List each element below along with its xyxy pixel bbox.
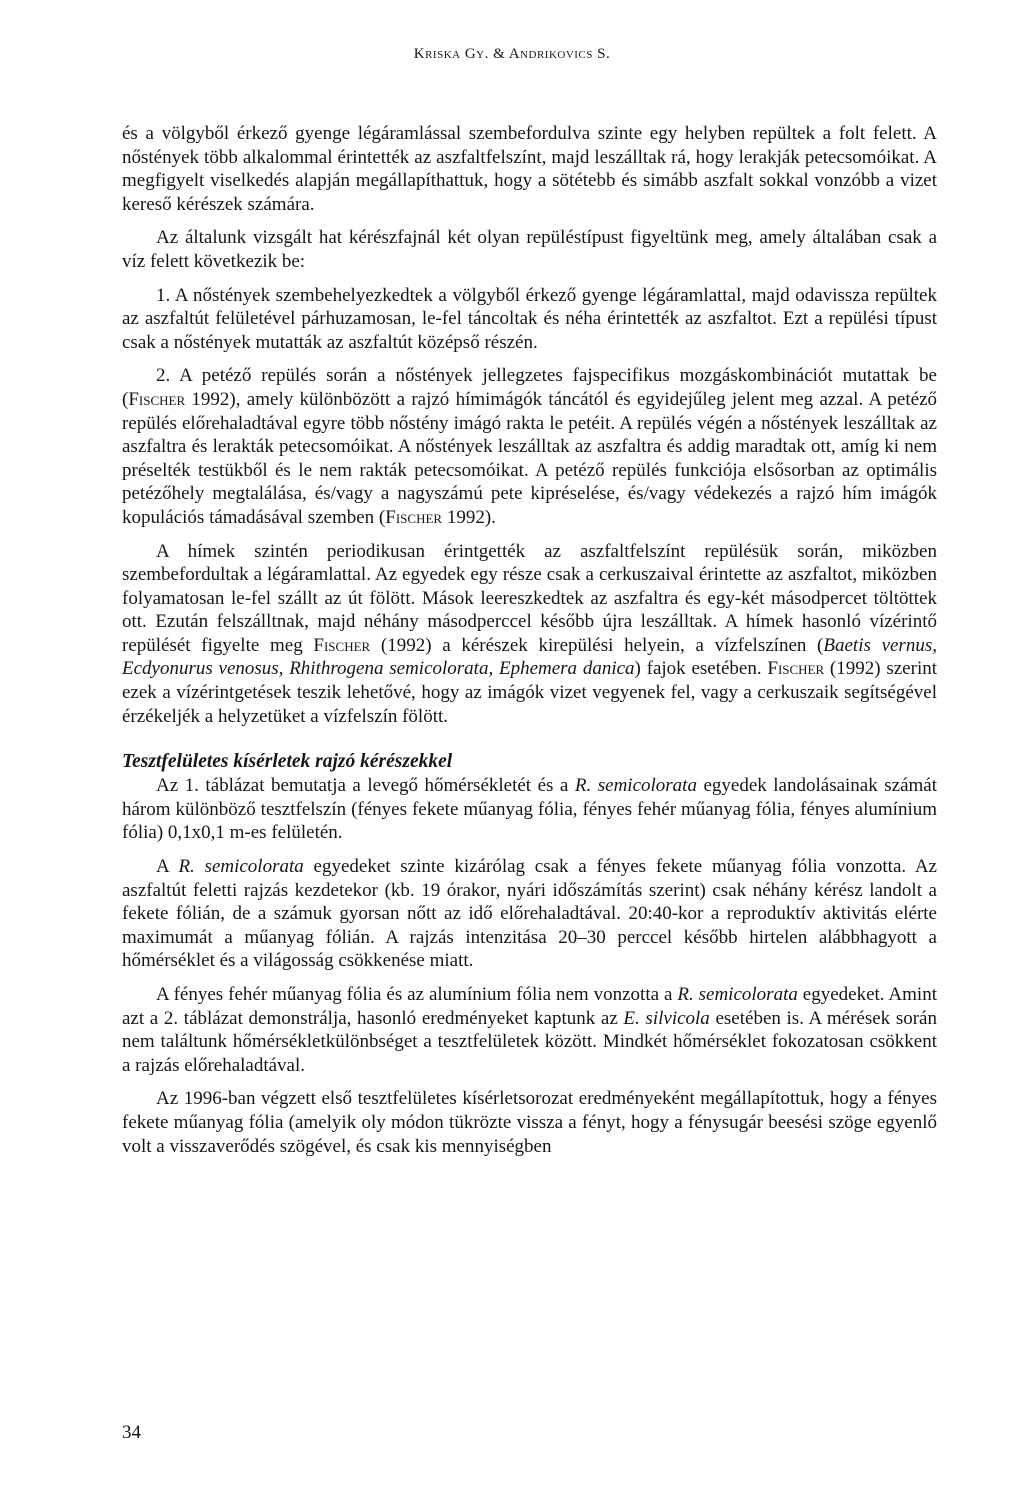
- citation-author: Fischer: [767, 658, 825, 680]
- page-number: 34: [122, 1422, 141, 1443]
- text-span: 1992), amely különbözött a rajzó hímimágók táncától és egyidejűleg jelent meg azzal. A petéző repülés előrehaladtával egyre több nőstény imágó rakta le petéit. A repülés végén a nőstények leszálltak az aszfaltra és lerakták petecsomóikat. A nőstények leszálltak az aszfaltra és addig maradtak ott, amíg ki nem préselték testükből és le nem rakták petecsomóikat. A petéző repülés funkciója elsősorban az optimális petézőhely megtalálása, és/vagy a nagyszámú pete kipréselése, és/vagy védekezés a rajzó hím imágók kopulációs támadásával szemben (: [122, 388, 937, 528]
- text-span: egyedeket. Amint azt a 2. táblázat demonstrálja, hasonló eredményeket kaptunk az: [122, 984, 937, 1029]
- text-span: 2. A petéző repülés során a nőstények jellegzetes fajspecifikus mozgáskombinációt mutattak be (: [122, 365, 937, 410]
- paragraph-7: [122, 855, 937, 973]
- citation-author: Fischer: [313, 634, 371, 656]
- paragraph-2: Az általunk vizsgált hat kérészfajnál két olyan repüléstípust figyeltünk meg, amely általában csak a víz felett következik be:: [122, 227, 937, 272]
- paragraph-8: [122, 983, 937, 1077]
- paragraph-4: [122, 364, 937, 529]
- text-span: egyedeket szinte kizárólag csak a fényes fekete műanyag fólia vonzotta. Az aszfaltút feletti rajzás kezdetekor (kb. 19 órakor, nyári időszámítás szerint) csak néhány kérész landolt a fekete fólián, de a számuk gyorsan nőtt az idő előrehaladtával. 20:40-kor a reproduktív aktivitás elérte maximumát a műanyag fólián. A rajzás intenzitása 20–30 perccel később hirtelen alábbhagyott a hőmérséklet és a világosság csökkenése miatt.: [122, 856, 937, 972]
- paragraph-5: [122, 540, 937, 729]
- citation-author: Fischer: [385, 506, 443, 528]
- text-span: A fényes fehér műanyag fólia és az alumínium fólia nem vonzotta a: [156, 984, 678, 1005]
- species-name: R. semicolorata: [178, 856, 304, 878]
- paragraph-3: 1. A nőstények szembehelyezkedtek a völgyből érkező gyenge légáramlattal, majd odavissza repültek az aszfaltút felületével párhuzamosan, le-fel táncoltak és néha érintették az aszfaltot. Ezt a repülési típust csak a nőstények mutatták az aszfaltút középső részén.: [122, 284, 937, 353]
- paragraph-9: Az 1996-ban végzett első tesztfelületes kísérletsorozat eredményeként megállapítottuk, hogy a fényes fekete műanyag fólia (amelyik oly módon tükrözte vissza a fényt, hogy a fénysugár beesési szöge egyenlő volt a visszaverődés szögével, és csak kis mennyiségben: [122, 1088, 937, 1157]
- running-head: Kriska Gy. & Andrikovics S.: [413, 46, 611, 62]
- text-span: (1992) szerint ezek a vízérintgetések teszik lehetővé, hogy az imágók vizet vegyenek fel, vagy a cerkuszaik segítségével érzékeljék a helyzetüket a vízfelszín fölött.: [122, 658, 937, 727]
- paragraph-6: [122, 774, 937, 845]
- text-span: ) fajok esetében.: [634, 658, 768, 680]
- section-heading: Tesztfelületes kísérletek rajzó kérészekkel: [122, 751, 453, 773]
- text-span: esetében is. A mérések során nem találtunk hőmérsékletkülönbséget a tesztfelületek között. Mindkét hőmérséklet fokozatosan csökkent a rajzás előrehaladtával.: [122, 1007, 937, 1076]
- species-name: R. semicolorata: [574, 775, 697, 797]
- text-span: egyedek landolásainak számát három különböző tesztfelszín (fényes fekete műanyag fólia, fényes fehér műanyag fólia, fényes alumínium fólia) 0,1x0,1 m-es felületén.: [122, 775, 937, 844]
- paragraph-1: és a völgyből érkező gyenge légáramlással szembefordulva szinte egy helyben repültek a folt felett. A nőstények több alkalommal érintették az aszfaltfelszínt, majd leszálltak rá, hogy lerakják petecsomóikat. A megfigyelt viselkedés alapján megállapíthattuk, hogy a sötétebb és simább aszfalt sokkal vonzóbb a vizet kereső kérészek számára.: [122, 123, 937, 215]
- species-name: R. semicolorata: [677, 984, 798, 1005]
- species-name: E. silvicola: [623, 1007, 710, 1029]
- text-span: 1992).: [442, 506, 496, 528]
- text-span: Az 1. táblázat bemutatja a levegő hőmérsékletét és a: [156, 775, 575, 797]
- text-span: (1992) a kérészek kirepülési helyein, a vízfelszínen (: [370, 634, 824, 656]
- text-span: A hímek szintén periodikusan érintgették az aszfaltfelszínt repülésük során, miközben szembefordultak a légáramlattal. Az egyedek egy része csak a cerkuszaival érintette az aszfaltot, miközben folyamatosan le-fel szállt az út fölött. Mások leereszkedtek az aszfaltra és egy-két másodpercet töltöttek ott. Ezután felszálltnak, majd néhány másodperccel később újra leszálltak. A hímek hasonló vízérintő repülését figyelte meg: [122, 540, 937, 656]
- species-names: Baetis vernus, Ecdyonurus venosus, Rhithrogena semicolorata, Ephemera danica: [122, 634, 937, 680]
- citation-author: Fischer: [128, 388, 186, 410]
- text-span: A: [156, 856, 179, 878]
- body-text: [122, 122, 937, 1168]
